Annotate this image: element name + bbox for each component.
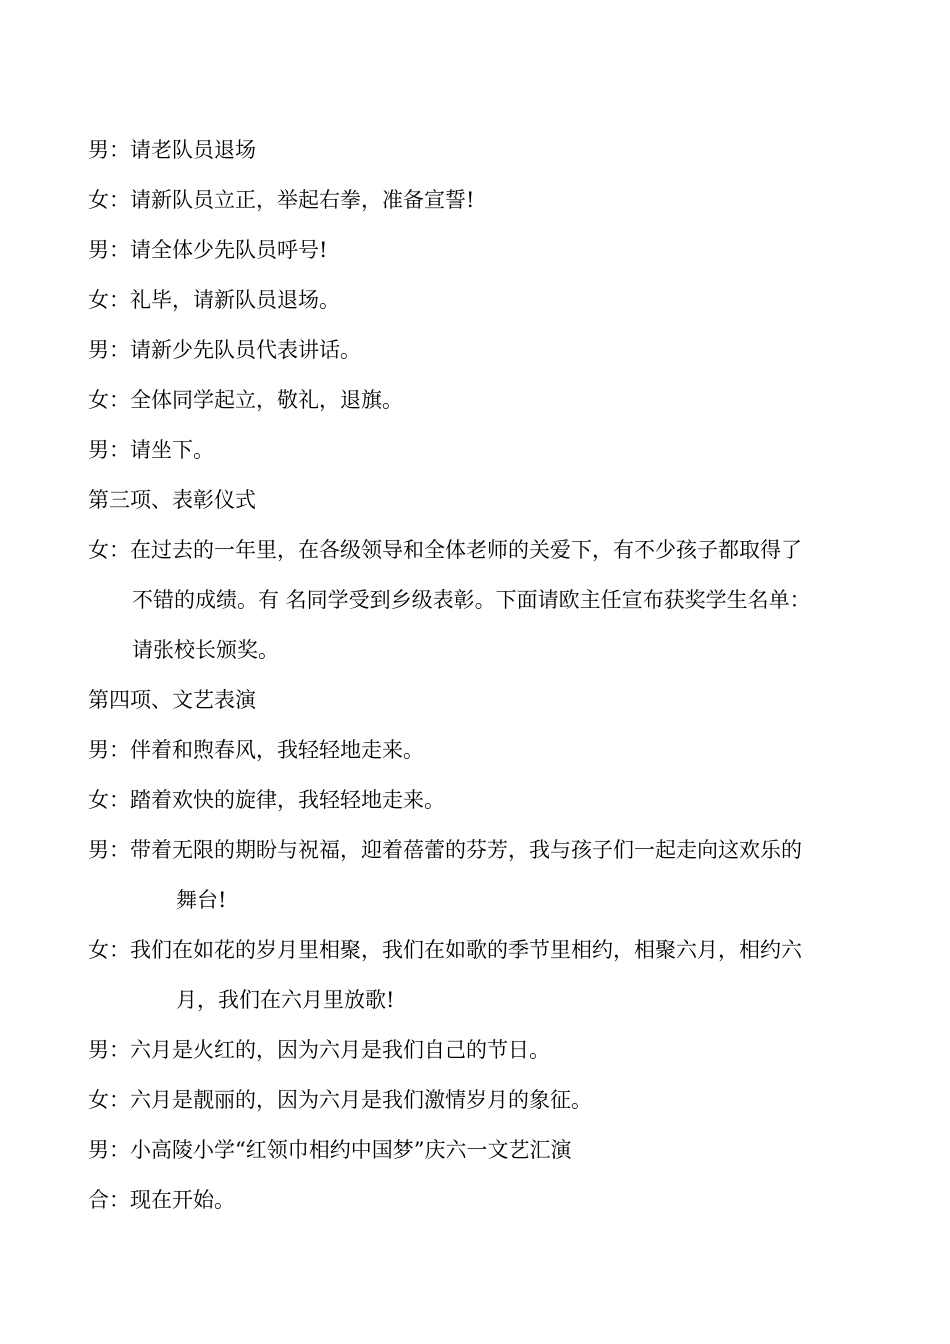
section-heading-3: 第三项、表彰仪式 — [88, 488, 256, 512]
line-20: 女：六月是靓丽的，因为六月是我们激情岁月的象征。 — [88, 1088, 592, 1112]
paragraph-june: 女：我们在如花的岁月里相聚，我们在如歌的季节里相约，相聚六月，相约六 月，我们在六月里放歌! — [88, 938, 802, 1012]
line-14: 女：踏着欢快的旋律，我轻轻地走来。 — [88, 788, 445, 812]
line-1: 男：请老队员退场 — [88, 138, 256, 162]
line-13: 男：伴着和煦春风，我轻轻地走来。 — [88, 738, 424, 762]
paragraph-awards: 女：在过去的一年里，在各级领导和全体老师的关爱下，有不少孩子都取得了 不错的成绩。有 名同学受到乡级表彰。下面请欧主任宣布获奖学生名单： 请张校长颁奖。 — [88, 538, 811, 662]
line-21: 男：小高陵小学“红领巾相约中国梦”庆六一文艺汇演 — [88, 1138, 572, 1162]
line-5: 男：请新少先队员代表讲话。 — [88, 338, 361, 362]
line-6: 女：全体同学起立，敬礼，退旗。 — [88, 388, 403, 412]
line-7: 男：请坐下。 — [88, 438, 214, 462]
section-heading-4: 第四项、文艺表演 — [88, 688, 256, 712]
paragraph-stage: 男：带着无限的期盼与祝福，迎着蓓蕾的芬芳，我与孩子们一起走向这欢乐的 舞台! — [88, 838, 802, 912]
line-4: 女：礼毕，请新队员退场。 — [88, 288, 340, 312]
line-22: 合：现在开始。 — [88, 1188, 235, 1212]
line-19: 男：六月是火红的，因为六月是我们自己的节日。 — [88, 1038, 550, 1062]
line-2: 女：请新队员立正，举起右拳，准备宣誓! — [88, 188, 475, 212]
line-3: 男：请全体少先队员呼号! — [88, 238, 328, 262]
